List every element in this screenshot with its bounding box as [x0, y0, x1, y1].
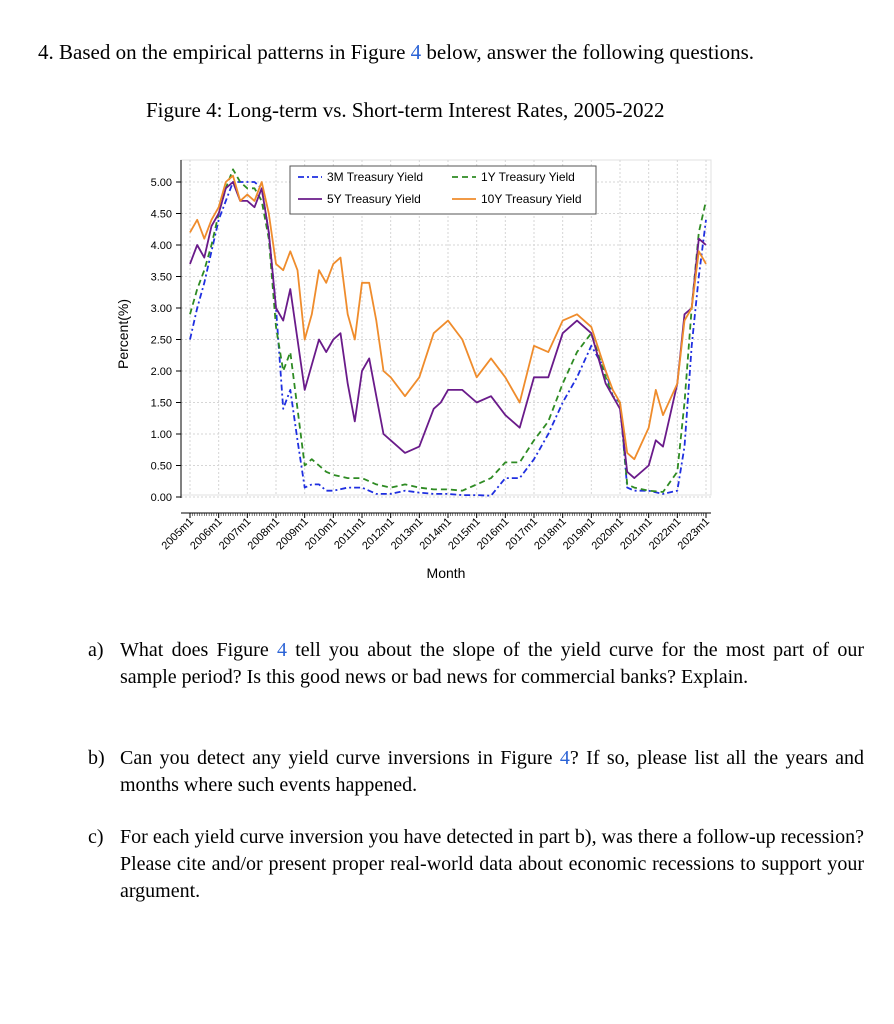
x-tick-label: 2016m1: [474, 515, 512, 553]
y-tick-label: 0.00: [150, 492, 172, 504]
subquestion-c: [88, 824, 864, 905]
legend-label: 1Y Treasury Yield: [481, 170, 575, 184]
figure-ref-link[interactable]: 4: [559, 747, 570, 769]
y-tick-labels: [151, 177, 181, 504]
y-tick-label: 5.00: [150, 177, 172, 189]
y-tick-label: 0.50: [150, 460, 172, 473]
y-tick-label: 2.50: [150, 334, 172, 347]
subquestion-text: [120, 745, 864, 799]
x-tick-label: 2015m1: [446, 515, 483, 553]
y-tick-label: 4.00: [150, 240, 172, 252]
y-tick-label: 2.00: [150, 366, 172, 378]
x-tick-label: 2022m1: [646, 515, 684, 553]
y-axis-label: Percent(%): [115, 298, 131, 370]
question-suffix: below, answer the following questions.: [421, 40, 755, 64]
x-tick-label: 2010m1: [302, 515, 340, 553]
x-tick-label: 2008m1: [245, 515, 283, 553]
x-tick-label: 2013m1: [388, 515, 426, 553]
legend-label: 10Y Treasury Yield: [481, 192, 582, 206]
subquestion-text-pre: Can you detect any yield curve inversions in Figure: [120, 747, 560, 769]
x-tick-label: 2009m1: [274, 515, 311, 553]
subquestion-a: [88, 637, 864, 691]
y-tick-label: 4.50: [150, 208, 172, 221]
subquestion-text: For each yield curve inversion you have detected in part b), was there a follow-up recession? Please cite and/or present proper real-world data about economic recessions to support your argument.: [120, 826, 864, 902]
subquestion-text-post: ? If so, please list all the years and months where such events happened.: [120, 747, 865, 796]
y-tick-label: 1.50: [150, 397, 172, 410]
subquestion-label: a): [88, 639, 104, 661]
x-tick-label: 2011m1: [332, 515, 369, 552]
x-axis-label: Month: [426, 565, 466, 581]
subquestion-text: [120, 637, 864, 691]
legend: [290, 166, 596, 214]
x-tick-label: 2006m1: [188, 515, 225, 553]
subquestion-label: c): [88, 826, 104, 848]
subquestion-text-pre: What does Figure: [120, 639, 277, 661]
figure-ref-link[interactable]: 4: [276, 639, 287, 661]
legend-label: 3M Treasury Yield: [327, 170, 424, 184]
x-tick-label: 2017m1: [503, 515, 541, 553]
x-tick-label: 2018m1: [532, 515, 569, 553]
x-tick-label: 2023m1: [675, 515, 713, 553]
subquestion-label: b): [88, 747, 105, 769]
y-tick-label: 1.00: [150, 429, 172, 441]
question-prefix: 4. Based on the empirical patterns in Figure: [38, 40, 411, 64]
y-tick-label: 3.50: [150, 271, 172, 284]
x-tick-label: 2020m1: [589, 515, 627, 553]
y-tick-label: 3.00: [150, 303, 172, 315]
x-tick-label: 2014m1: [417, 515, 455, 553]
subquestion-b: [88, 745, 864, 799]
x-tick-labels: [160, 513, 713, 552]
x-tick-label: 2005m1: [159, 515, 197, 553]
x-tick-label: 2012m1: [360, 515, 397, 553]
legend-label: 5Y Treasury Yield: [327, 192, 421, 206]
x-tick-label: 2007m1: [216, 515, 254, 553]
x-tick-label: 2019m1: [560, 515, 598, 553]
figure-ref-link[interactable]: 4: [410, 40, 422, 64]
figure-caption: Figure 4: Long-term vs. Short-term Interest Rates, 2005-2022: [146, 98, 665, 122]
x-tick-label: 2021m1: [618, 515, 655, 553]
subquestion-text-post: tell you about the slope of the yield curve for the most part of our sample period? Is this good news or bad news for commercial banks? Explain.: [120, 639, 865, 688]
